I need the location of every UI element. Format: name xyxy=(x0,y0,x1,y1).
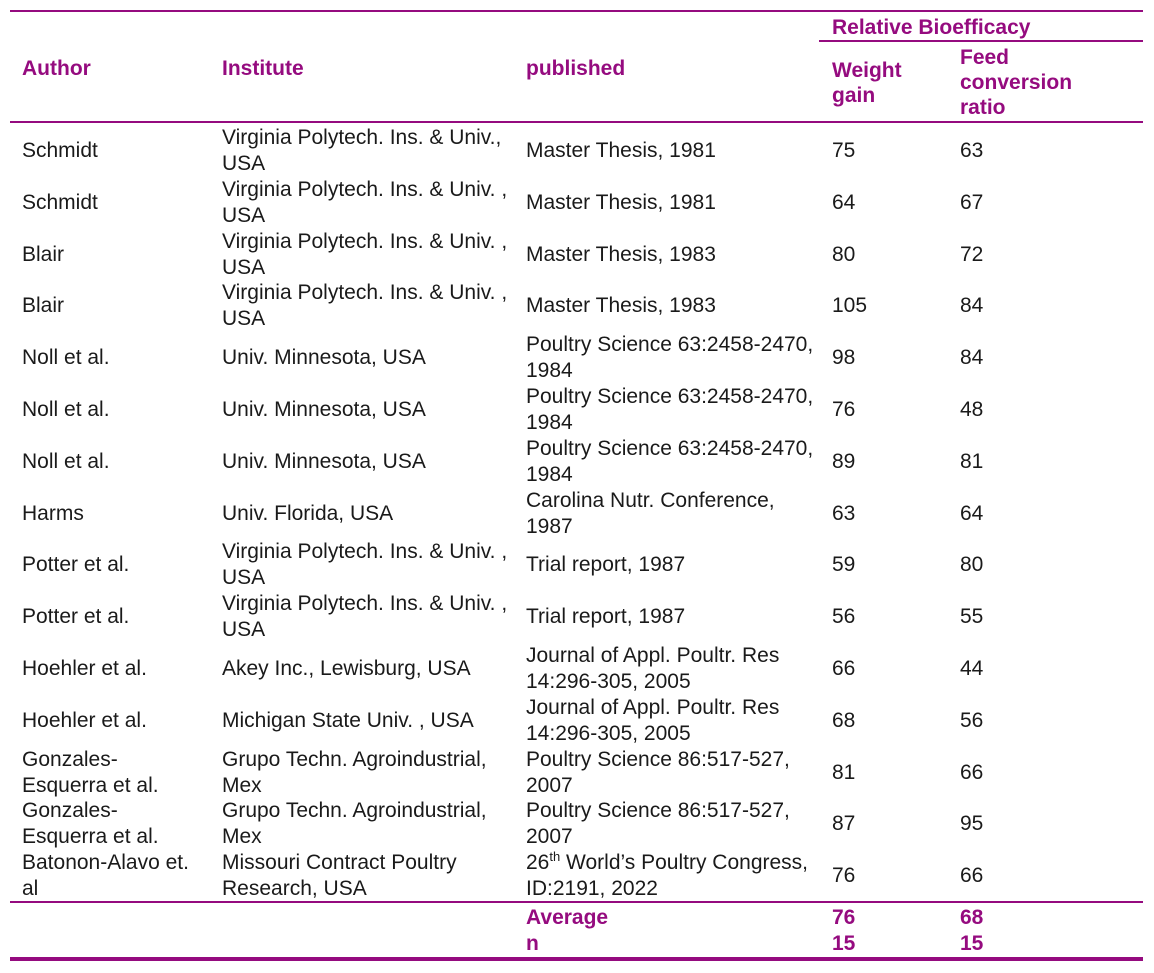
cell-weight-gain: 87 xyxy=(832,812,856,836)
average-fcr: 68 xyxy=(960,906,984,929)
footer-rule xyxy=(10,901,1143,903)
cell-author: Schmidt xyxy=(22,139,98,162)
average-weight-gain: 76 xyxy=(832,906,856,929)
cell-weight-gain: 63 xyxy=(832,501,856,525)
cell-institute: Univ. Minnesota, USA xyxy=(222,346,426,370)
cell-weight-gain: 68 xyxy=(832,708,856,732)
table-row xyxy=(10,591,1143,643)
cell-fcr: 80 xyxy=(960,553,984,577)
cell-fcr: 67 xyxy=(960,190,984,214)
table-row xyxy=(10,488,1143,540)
cell-fcr: 66 xyxy=(960,864,984,888)
cell-weight-gain: 66 xyxy=(832,657,856,680)
table-row xyxy=(10,332,1143,384)
cell-published: Poultry Science 63:2458-2470, 1984 xyxy=(526,333,814,383)
table-row xyxy=(10,798,1143,850)
cell-fcr: 48 xyxy=(960,398,984,421)
header-group-relative-bioefficacy: Relative Bioefficacy xyxy=(832,16,1031,39)
cell-institute: Missouri Contract Poultry Research, USA xyxy=(222,851,457,901)
cell-institute: Virginia Polytech. Ins. & Univ. , USA xyxy=(222,540,508,590)
cell-institute: Univ. Minnesota, USA xyxy=(222,449,426,473)
cell-fcr: 64 xyxy=(960,501,984,525)
table-row xyxy=(10,436,1143,488)
cell-institute: Akey Inc., Lewisburg, USA xyxy=(222,657,471,680)
cell-published: Journal of Appl. Poultr. Res 14:296-305, 2005 xyxy=(526,695,780,745)
cell-institute: Univ. Florida, USA xyxy=(222,501,394,525)
table-row xyxy=(10,850,1143,902)
cell-fcr: 63 xyxy=(960,139,984,162)
table-row xyxy=(10,747,1143,799)
cell-weight-gain: 76 xyxy=(832,864,856,888)
header-rule xyxy=(10,121,1143,123)
table-row xyxy=(10,177,1143,229)
cell-weight-gain: 59 xyxy=(832,553,856,577)
cell-published: Trial report, 1987 xyxy=(526,605,686,629)
cell-published: Master Thesis, 1983 xyxy=(526,242,716,266)
cell-published: Poultry Science 63:2458-2470, 1984 xyxy=(526,436,814,486)
cell-author: Noll et al. xyxy=(22,398,110,421)
cell-author: Schmidt xyxy=(22,190,98,214)
cell-institute: Virginia Polytech. Ins. & Univ. , USA xyxy=(222,592,508,642)
cell-weight-gain: 56 xyxy=(832,605,856,629)
cell-institute: Virginia Polytech. Ins. & Univ. , USA xyxy=(222,281,508,331)
cell-author: Noll et al. xyxy=(22,346,110,370)
cell-published: Journal of Appl. Poultr. Res 14:296-305, 2005 xyxy=(526,644,780,693)
bottom-rule xyxy=(10,957,1143,961)
cell-published: Carolina Nutr. Conference, 1987 xyxy=(526,488,775,538)
cell-author: Hoehler et al. xyxy=(22,708,147,732)
cell-institute: Univ. Minnesota, USA xyxy=(222,398,426,421)
table-row xyxy=(10,539,1143,591)
table-row xyxy=(10,280,1143,332)
cell-weight-gain: 64 xyxy=(832,190,856,214)
cell-institute: Grupo Techn. Agroindustrial, Mex xyxy=(222,747,487,797)
n-fcr: 15 xyxy=(960,932,984,955)
cell-institute: Michigan State Univ. , USA xyxy=(222,708,474,732)
cell-institute: Virginia Polytech. Ins. & Univ. , USA xyxy=(222,177,508,227)
cell-weight-gain: 76 xyxy=(832,398,856,421)
cell-fcr: 84 xyxy=(960,294,984,318)
cell-fcr: 72 xyxy=(960,242,984,266)
cell-fcr: 66 xyxy=(960,760,984,784)
cell-author: Batonon-Alavo et. al xyxy=(22,851,189,901)
cell-published: Trial report, 1987 xyxy=(526,553,686,577)
cell-institute: Virginia Polytech. Ins. & Univ., USA xyxy=(222,126,502,175)
cell-published: Master Thesis, 1983 xyxy=(526,294,716,318)
n-label: n xyxy=(526,932,539,955)
cell-published: Master Thesis, 1981 xyxy=(526,139,716,162)
cell-weight-gain: 105 xyxy=(832,294,868,318)
table-row xyxy=(10,384,1143,436)
group-rule xyxy=(819,40,1143,42)
cell-weight-gain: 81 xyxy=(832,760,856,784)
cell-weight-gain: 75 xyxy=(832,139,856,162)
cell-author: Blair xyxy=(22,242,65,266)
header-weight-gain: Weight gain xyxy=(832,59,902,107)
table-row xyxy=(10,229,1143,281)
cell-author: Potter et al. xyxy=(22,605,130,629)
table-row xyxy=(10,695,1143,747)
cell-fcr: 84 xyxy=(960,346,984,370)
n-weight-gain: 15 xyxy=(832,932,856,955)
cell-author: Blair xyxy=(22,294,65,318)
cell-weight-gain: 89 xyxy=(832,449,856,473)
cell-published: Poultry Science 63:2458-2470, 1984 xyxy=(526,385,814,434)
header-feed-conversion-ratio: Feed conversion ratio xyxy=(960,46,1073,119)
cell-author: Gonzales-Esquerra et al. xyxy=(22,747,159,797)
cell-published: 26th World’s Poultry Congress, ID:2191, 2022 xyxy=(526,849,809,901)
cell-institute: Grupo Techn. Agroindustrial, Mex xyxy=(222,799,487,849)
cell-fcr: 55 xyxy=(960,605,984,629)
average-label: Average xyxy=(526,906,609,929)
cell-author: Harms xyxy=(22,501,84,525)
top-rule xyxy=(10,10,1143,12)
cell-author: Gonzales-Esquerra et al. xyxy=(22,799,159,849)
header-published: published xyxy=(526,57,626,80)
header-author: Author xyxy=(22,57,91,80)
table-row xyxy=(10,125,1143,177)
cell-published: Master Thesis, 1981 xyxy=(526,190,716,214)
cell-weight-gain: 98 xyxy=(832,346,856,370)
cell-fcr: 95 xyxy=(960,812,984,836)
cell-author: Hoehler et al. xyxy=(22,657,147,680)
cell-institute: Virginia Polytech. Ins. & Univ. , USA xyxy=(222,229,508,279)
header-institute: Institute xyxy=(222,57,304,80)
cell-fcr: 44 xyxy=(960,657,984,680)
cell-weight-gain: 80 xyxy=(832,242,856,266)
cell-author: Potter et al. xyxy=(22,553,130,577)
cell-published: Poultry Science 86:517-527, 2007 xyxy=(526,747,790,797)
cell-fcr: 81 xyxy=(960,449,984,473)
table-row xyxy=(10,643,1143,695)
cell-published: Poultry Science 86:517-527, 2007 xyxy=(526,799,790,849)
cell-fcr: 56 xyxy=(960,708,984,732)
cell-author: Noll et al. xyxy=(22,449,110,473)
